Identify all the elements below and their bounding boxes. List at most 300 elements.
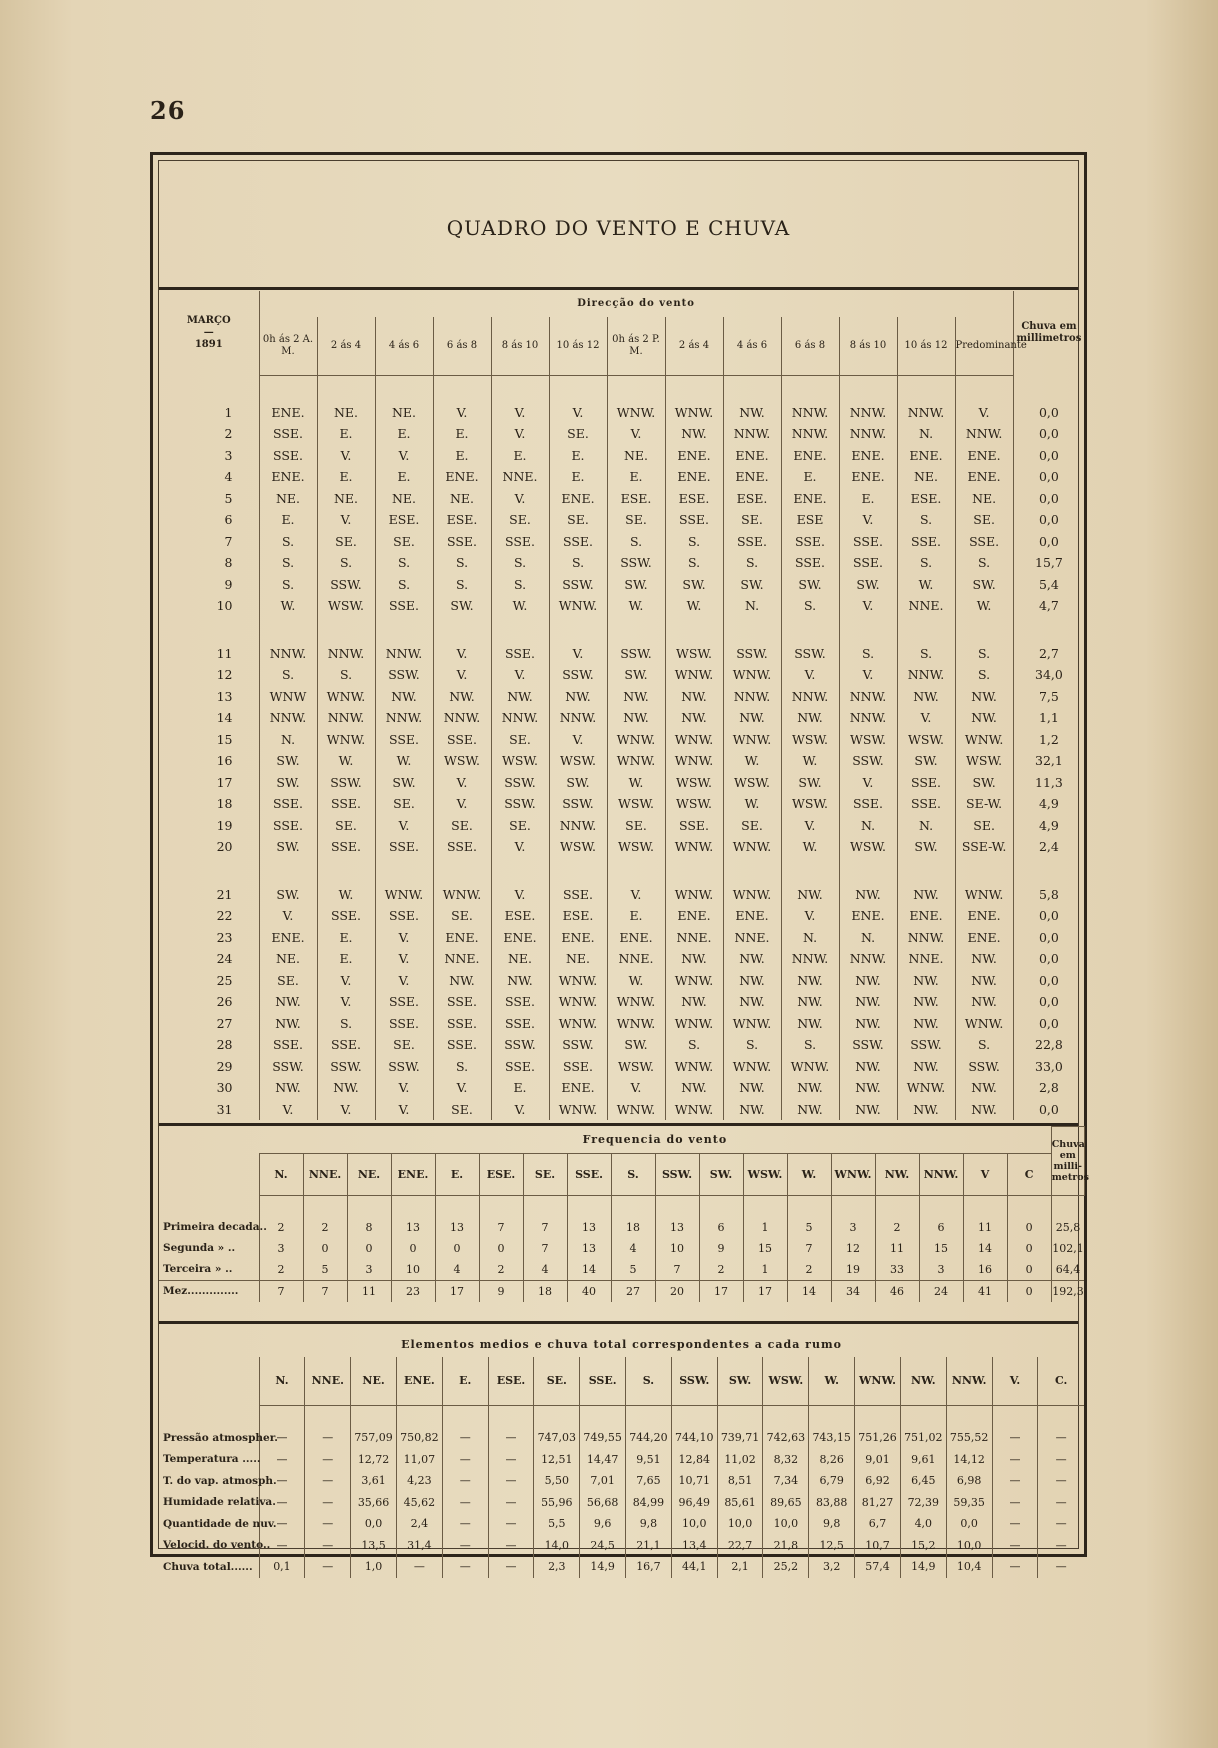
elements-cell: 6,98 [946, 1470, 992, 1492]
frequency-cell: 15 [919, 1238, 963, 1259]
wind-direction-cell: SSE. [897, 793, 955, 815]
day-number: 17 [216, 774, 233, 790]
wind-direction-cell: ESE. [375, 509, 433, 531]
frequency-cell: 3 [919, 1259, 963, 1281]
table-row [159, 707, 1084, 729]
wind-direction-cell: ENE. [839, 445, 897, 467]
frequency-cell: 17 [699, 1280, 743, 1302]
wind-direction-cell: WSW. [433, 750, 491, 772]
elements-cell: 85,61 [717, 1492, 763, 1514]
spacer-cell [787, 1195, 831, 1217]
spacer-cell [671, 1405, 717, 1427]
frequency-cell: 3 [831, 1217, 875, 1238]
frequency-column-header: E. [435, 1153, 479, 1195]
rain-cell: 4,7 [1013, 595, 1084, 617]
wind-direction-cell: NW. [955, 970, 1013, 992]
day-number: 23 [216, 929, 233, 945]
rain-cell: 0,0 [1013, 1099, 1084, 1121]
wind-direction-cell: NE. [491, 948, 549, 970]
wind-direction-cell: NNW. [491, 707, 549, 729]
wind-direction-cell: NE. [607, 445, 665, 467]
frequency-cell: 7 [787, 1238, 831, 1259]
wind-direction-cell: NNW. [259, 643, 317, 665]
wind-direction-cell: NE. [897, 466, 955, 488]
frequency-label-header [159, 1153, 259, 1195]
rain-cell: 4,9 [1013, 815, 1084, 837]
elements-cell: — [992, 1535, 1038, 1557]
frequency-cell: 13 [435, 1217, 479, 1238]
wind-direction-cell: SSW. [549, 664, 607, 686]
spacer-cell [955, 617, 1013, 643]
frequency-cell: 1 [743, 1217, 787, 1238]
table-row [159, 686, 1084, 708]
elements-cell: — [442, 1535, 488, 1557]
frequency-cell: 40 [567, 1280, 611, 1302]
decade-spacer [159, 617, 1084, 643]
elements-cell: 22,7 [717, 1535, 763, 1557]
table-row [159, 488, 1084, 510]
elements-row-label: T. do vap. atmosph. [163, 1474, 277, 1487]
wind-direction-cell: NNW. [839, 402, 897, 424]
wind-direction-cell: SSE. [549, 884, 607, 906]
elements-column-header: V. [992, 1357, 1038, 1405]
wind-direction-cell: NE. [549, 948, 607, 970]
wind-direction-cell: NNW. [839, 686, 897, 708]
wind-column-header: 4 ás 6 [375, 317, 433, 375]
table-row [159, 1492, 1084, 1514]
wind-direction-cell: WSW. [665, 772, 723, 794]
elements-cell: 9,61 [900, 1449, 946, 1471]
wind-direction-cell: WNW. [317, 729, 375, 751]
wind-direction-cell: NW. [897, 1013, 955, 1035]
wind-direction-cell: NNE. [491, 466, 549, 488]
wind-direction-cell: SSE. [375, 729, 433, 751]
wind-direction-cell: NW. [781, 1013, 839, 1035]
wind-direction-cell: NW. [317, 1077, 375, 1099]
wind-direction-cell: SW. [781, 772, 839, 794]
wind-direction-cell: SE. [491, 729, 549, 751]
elements-cell: 8,32 [763, 1449, 809, 1471]
wind-direction-cell: NW. [723, 402, 781, 424]
elements-cell: 4,0 [900, 1513, 946, 1535]
elements-cell: 14,0 [534, 1535, 580, 1557]
wind-direction-cell: V. [897, 707, 955, 729]
wind-direction-cell: SSW. [317, 574, 375, 596]
day-number: 1 [224, 404, 233, 420]
wind-direction-cell: SSW. [491, 772, 549, 794]
wind-direction-cell: E. [491, 445, 549, 467]
wind-direction-cell: NW. [839, 970, 897, 992]
wind-direction-cell: V. [491, 664, 549, 686]
wind-direction-cell: WNW. [897, 1077, 955, 1099]
wind-direction-cell: NW. [723, 970, 781, 992]
wind-direction-cell: SE. [317, 815, 375, 837]
wind-direction-cell: S. [491, 552, 549, 574]
wind-direction-cell: SSW. [897, 1034, 955, 1056]
frequency-column-header: NW. [875, 1153, 919, 1195]
wind-direction-cell: SSE. [781, 552, 839, 574]
wind-direction-cell: E. [317, 927, 375, 949]
elements-cell: — [442, 1513, 488, 1535]
elements-label-header [159, 1357, 259, 1405]
wind-direction-cell: NW. [781, 884, 839, 906]
wind-direction-cell: WNW. [549, 1099, 607, 1121]
elements-cell: 14,12 [946, 1449, 992, 1471]
wind-direction-cell: NNW. [549, 707, 607, 729]
wind-direction-cell: SE. [955, 815, 1013, 837]
wind-direction-cell: E. [317, 466, 375, 488]
elements-column-header: SE. [534, 1357, 580, 1405]
wind-direction-cell: W. [607, 595, 665, 617]
spacer-cell [919, 1195, 963, 1217]
frequency-cell: 8 [347, 1217, 391, 1238]
rain-cell: 4,9 [1013, 793, 1084, 815]
wind-direction-cell: E. [549, 445, 607, 467]
wind-direction-cell: S. [317, 664, 375, 686]
wind-direction-cell: NNW. [839, 948, 897, 970]
wind-direction-cell: W. [955, 595, 1013, 617]
table-row [159, 1077, 1084, 1099]
frequency-cell: 2 [303, 1217, 347, 1238]
elements-cell: 3,61 [351, 1470, 397, 1492]
spacer-cell [491, 375, 549, 402]
direction-header: Direcção do vento [259, 291, 1013, 317]
wind-direction-cell: SW. [607, 664, 665, 686]
wind-direction-cell: W. [781, 750, 839, 772]
rain-cell: 0,0 [1013, 991, 1084, 1013]
elements-header: Elementos medios e chuva total correspondentes a cada rumo [401, 1337, 842, 1351]
wind-direction-cell: SSE. [375, 905, 433, 927]
rain-cell: 0,0 [1013, 948, 1084, 970]
elements-cell: 4,23 [396, 1470, 442, 1492]
frequency-cell: 0 [1007, 1280, 1051, 1302]
wind-direction-cell: V. [607, 884, 665, 906]
spacer-cell [375, 858, 433, 884]
elements-cell: 31,4 [396, 1535, 442, 1557]
elements-cell: 55,96 [534, 1492, 580, 1514]
wind-direction-cell: V. [607, 423, 665, 445]
wind-direction-cell: SE. [723, 509, 781, 531]
wind-direction-cell: WNW. [607, 402, 665, 424]
elements-cell: 10,71 [671, 1470, 717, 1492]
elements-cell: 6,7 [855, 1513, 901, 1535]
frequency-cell: 12 [831, 1238, 875, 1259]
wind-direction-cell: W. [317, 750, 375, 772]
wind-direction-cell: NW. [491, 686, 549, 708]
wind-direction-cell: SSW. [375, 664, 433, 686]
wind-direction-cell: SSE. [549, 531, 607, 553]
rain-cell: 0,0 [1013, 531, 1084, 553]
table-row [159, 664, 1084, 686]
wind-direction-cell: WNW. [665, 729, 723, 751]
wind-direction-cell: SSW. [723, 643, 781, 665]
frequency-cell: 6 [699, 1217, 743, 1238]
wind-direction-cell: ENE. [549, 1077, 607, 1099]
spacer-cell [159, 858, 259, 884]
wind-direction-cell: S. [549, 552, 607, 574]
day-number: 5 [224, 490, 233, 506]
wind-direction-cell: S. [259, 552, 317, 574]
table-row [159, 574, 1084, 596]
wind-direction-cell: NW. [723, 991, 781, 1013]
frequency-cell: 2 [875, 1217, 919, 1238]
frequency-cell: 6 [919, 1217, 963, 1238]
elements-cell: 24,5 [580, 1535, 626, 1557]
table-row [159, 836, 1084, 858]
spacer-cell [580, 1405, 626, 1427]
wind-direction-cell: S. [955, 552, 1013, 574]
table-row [159, 445, 1084, 467]
wind-direction-cell: S. [955, 664, 1013, 686]
elements-cell: 751,02 [900, 1427, 946, 1449]
day-number: 14 [216, 710, 233, 726]
wind-direction-cell: NW. [955, 686, 1013, 708]
wind-direction-cell: E. [607, 466, 665, 488]
wind-direction-cell: WSW. [607, 836, 665, 858]
elements-cell: 11,07 [396, 1449, 442, 1471]
table-row [159, 1427, 1084, 1449]
wind-direction-cell: W. [665, 595, 723, 617]
elements-column-header: ENE. [396, 1357, 442, 1405]
spacer-cell [611, 1195, 655, 1217]
wind-direction-cell: NNE. [607, 948, 665, 970]
elements-cell: 751,26 [855, 1427, 901, 1449]
frequency-column-header: W. [787, 1153, 831, 1195]
wind-direction-cell: V. [549, 402, 607, 424]
wind-direction-cell: WNW. [607, 991, 665, 1013]
wind-direction-cell: SSW. [549, 574, 607, 596]
spacer-cell [303, 1195, 347, 1217]
rain-cell: 33,0 [1013, 1056, 1084, 1078]
wind-direction-cell: W. [375, 750, 433, 772]
wind-direction-cell: SSW. [491, 793, 549, 815]
wind-direction-cell: NW. [897, 970, 955, 992]
wind-direction-cell: WSW. [607, 1056, 665, 1078]
wind-direction-cell: WSW. [839, 836, 897, 858]
frequency-cell: 14 [787, 1280, 831, 1302]
spacer-cell [488, 1405, 534, 1427]
elements-cell: 21,1 [626, 1535, 672, 1557]
wind-direction-cell: E. [433, 423, 491, 445]
elements-cell: 21,8 [763, 1535, 809, 1557]
year-label: 1891 [194, 339, 223, 350]
wind-direction-cell: WSW. [665, 643, 723, 665]
spacer-cell [442, 1405, 488, 1427]
elements-cell: 744,20 [626, 1427, 672, 1449]
day-number: 22 [216, 908, 233, 924]
wind-direction-cell: ENE. [839, 466, 897, 488]
wind-direction-cell: ENE. [665, 905, 723, 927]
rain-cell: 22,8 [1013, 1034, 1084, 1056]
table-row [159, 509, 1084, 531]
rain-cell: 34,0 [1013, 664, 1084, 686]
wind-direction-cell: NW. [433, 686, 491, 708]
wind-direction-cell: S. [259, 664, 317, 686]
wind-direction-cell: WNW. [665, 970, 723, 992]
elements-cell: 59,35 [946, 1492, 992, 1514]
frequency-table [159, 1126, 1089, 1302]
spacer-cell [875, 1195, 919, 1217]
wind-direction-cell: NE. [375, 402, 433, 424]
spacer-cell [259, 1405, 305, 1427]
frequency-cell: 18 [611, 1217, 655, 1238]
spacer-cell [900, 1405, 946, 1427]
wind-direction-cell: NNW. [897, 402, 955, 424]
wind-direction-cell: WNW. [665, 836, 723, 858]
wind-direction-cell: V. [433, 643, 491, 665]
wind-direction-cell: NW. [665, 991, 723, 1013]
wind-direction-cell: NNE. [723, 927, 781, 949]
elements-cell: — [488, 1470, 534, 1492]
wind-direction-cell: S. [665, 1034, 723, 1056]
wind-direction-cell: S. [897, 643, 955, 665]
frequency-cell: 0 [1007, 1217, 1051, 1238]
wind-direction-cell: V. [433, 793, 491, 815]
wind-direction-cell: SE. [375, 531, 433, 553]
wind-direction-cell: ENE. [955, 466, 1013, 488]
wind-direction-cell: NNE. [665, 927, 723, 949]
wind-direction-cell: S. [259, 574, 317, 596]
wind-direction-cell: ENE. [723, 445, 781, 467]
wind-direction-cell: WNW. [781, 1056, 839, 1078]
wind-direction-cell: SSE. [317, 905, 375, 927]
wind-direction-cell: ENE. [433, 466, 491, 488]
wind-direction-cell: NW. [839, 1099, 897, 1121]
elements-cell: — [1038, 1427, 1084, 1449]
wind-direction-cell: ENE. [491, 927, 549, 949]
frequency-cell: 13 [391, 1217, 435, 1238]
table-row [159, 531, 1084, 553]
wind-direction-cell: NNW. [839, 707, 897, 729]
frequency-cell: 11 [875, 1238, 919, 1259]
elements-cell: 750,82 [396, 1427, 442, 1449]
elements-cell: — [488, 1492, 534, 1514]
table-row [159, 772, 1084, 794]
table-row [159, 1238, 1084, 1259]
wind-direction-cell: V. [375, 445, 433, 467]
wind-direction-cell: W. [723, 750, 781, 772]
frequency-cell: 23 [391, 1280, 435, 1302]
wind-direction-cell: W. [607, 970, 665, 992]
spacer-cell [897, 617, 955, 643]
day-number: 7 [224, 533, 233, 549]
wind-direction-cell: SSE. [549, 1056, 607, 1078]
wind-direction-cell: N. [781, 927, 839, 949]
elements-cell: — [992, 1513, 1038, 1535]
frequency-cell: 46 [875, 1280, 919, 1302]
elements-column-header: E. [442, 1357, 488, 1405]
elements-cell: — [992, 1556, 1038, 1578]
spacer-cell [317, 375, 375, 402]
wind-direction-cell: NW. [607, 686, 665, 708]
elements-cell: 743,15 [809, 1427, 855, 1449]
elements-cell: 739,71 [717, 1427, 763, 1449]
wind-direction-cell: V. [317, 445, 375, 467]
elements-cell: 12,51 [534, 1449, 580, 1471]
wind-direction-cell: SSE. [433, 1034, 491, 1056]
frequency-cell: 11 [347, 1280, 391, 1302]
frequency-column-header: WNW. [831, 1153, 875, 1195]
frequency-cell: 13 [567, 1238, 611, 1259]
elements-cell: — [442, 1427, 488, 1449]
table-row [159, 1535, 1084, 1557]
wind-direction-cell: SSW. [839, 750, 897, 772]
wind-direction-cell: SSE. [723, 531, 781, 553]
wind-direction-cell: SSE. [491, 1056, 549, 1078]
wind-direction-cell: NNW. [375, 643, 433, 665]
wind-direction-cell: NW. [665, 1077, 723, 1099]
wind-direction-cell: E. [317, 423, 375, 445]
wind-direction-cell: NW. [665, 423, 723, 445]
spacer-cell [347, 1195, 391, 1217]
elements-cell: 757,09 [351, 1427, 397, 1449]
frequency-cell: 7 [523, 1238, 567, 1259]
frequency-column-header: ENE. [391, 1153, 435, 1195]
wind-direction-cell: V. [259, 905, 317, 927]
table-row [159, 948, 1084, 970]
elements-row-label: Chuva total...... [163, 1560, 253, 1573]
frequency-cell: 24 [919, 1280, 963, 1302]
elements-cell: 3,2 [809, 1556, 855, 1578]
elements-cell: 5,50 [534, 1470, 580, 1492]
frequency-cell: 3 [347, 1259, 391, 1281]
wind-direction-cell: V. [375, 970, 433, 992]
elements-cell: 0,0 [946, 1513, 992, 1535]
frequency-column-header: NNE. [303, 1153, 347, 1195]
rain-cell: 0,0 [1013, 927, 1084, 949]
wind-direction-cell: SE. [259, 970, 317, 992]
frequency-cell: 7 [523, 1217, 567, 1238]
elements-cell: — [305, 1556, 351, 1578]
elements-cell: — [305, 1513, 351, 1535]
wind-direction-cell: SE. [375, 1034, 433, 1056]
wind-direction-cell: SSE. [665, 509, 723, 531]
elements-cell: — [488, 1556, 534, 1578]
wind-direction-cell: N. [839, 815, 897, 837]
elements-top-spacer [159, 1405, 1084, 1427]
wind-direction-cell: S. [665, 552, 723, 574]
spacer-cell [259, 375, 317, 402]
frequency-cell: 15 [743, 1238, 787, 1259]
frequency-cell: 2 [259, 1217, 303, 1238]
wind-direction-cell: SE. [607, 509, 665, 531]
elements-cell: 10,0 [763, 1513, 809, 1535]
spacer-cell [723, 617, 781, 643]
wind-direction-cell: SW. [259, 750, 317, 772]
title-separator [159, 287, 1078, 290]
day-number: 21 [216, 886, 233, 902]
elements-cell: — [1038, 1535, 1084, 1557]
wind-direction-cell: SSE. [375, 836, 433, 858]
elements-cell: — [1038, 1470, 1084, 1492]
wind-direction-cell: ENE. [549, 488, 607, 510]
wind-direction-cell: SW. [259, 772, 317, 794]
wind-direction-cell: WNW. [955, 1013, 1013, 1035]
table-row [159, 1217, 1084, 1238]
spacer-cell [607, 375, 665, 402]
wind-direction-cell: V. [317, 1099, 375, 1121]
wind-direction-cell: S. [955, 1034, 1013, 1056]
wind-direction-cell: V. [491, 1099, 549, 1121]
wind-column-header: 6 ás 8 [781, 317, 839, 375]
wind-direction-cell: SSE. [259, 815, 317, 837]
frequency-rows [159, 1195, 1084, 1302]
wind-direction-cell: NNE. [897, 595, 955, 617]
wind-direction-cell: WNW. [955, 884, 1013, 906]
wind-direction-cell: S. [259, 531, 317, 553]
wind-direction-cell: NNE. [897, 948, 955, 970]
wind-direction-cell: V. [375, 1099, 433, 1121]
